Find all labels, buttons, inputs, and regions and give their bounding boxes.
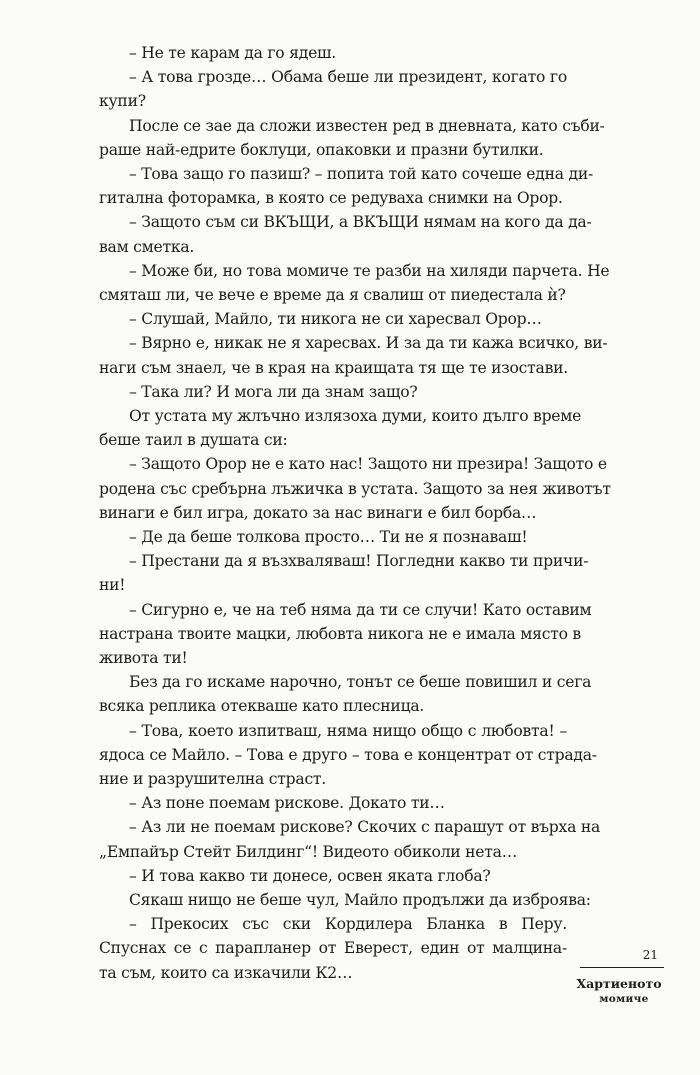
text-line: Спуснах се с парапланер от Еверест, един от малцина- [99,939,567,958]
text-line: – Сигурно е, че на теб няма да ти се случи! Като оставим [129,600,592,619]
text-line: вам сметка. [99,237,195,256]
text-line: – Това защо го пазиш? – попита той като сочеше една ди- [129,165,594,183]
text-line: ядоса се Майло. – Това е друго – това е концентрат от страда- [99,745,597,764]
footer-rule [580,967,664,968]
text-line: – Прекосих със ски Кордилера Бланка в Перу. [129,915,567,934]
text-line: беше таил в душата си: [99,431,288,450]
running-title: Хартиеното [576,976,662,991]
text-line: живота ти! [99,649,188,667]
text-line: ни! [99,576,126,595]
text-line: всяка реплика отекваше като плесница. [99,697,425,716]
text-line: – А това грозде… Обама беше ли президент, когато го [129,68,567,87]
text-line: – Не те карам да го ядеш. [129,44,336,62]
text-line: раше най-едрите боклуци, опаковки и празни бутилки. [99,140,544,159]
text-line: – Защото Орор не е като нас! Защото ни презира! Защото е [129,455,607,474]
text-line: – Може би, но това момиче те разби на хиляди парчета. Не [129,261,610,280]
text-line: купи? [99,92,146,111]
text-line: – Защото съм си ВКЪЩИ, а ВКЪЩИ нямам на кого да да- [129,213,592,232]
text-line: – И това какво ти донесе, освен яката глоба? [129,866,491,885]
text-line: смяташ ли, че вече е време да я свалиш от пиедестала ѝ? [99,286,566,304]
text-line: та съм, които са изкачили К2… [99,963,353,982]
text-line: Без да го искаме нарочно, тонът се беше повишил и сега [129,673,592,692]
running-subtitle: момиче [599,993,649,1005]
text-line: винаги е бил игра, докато за нас винаги е бил борба… [99,503,537,522]
page-footer [574,947,664,1006]
text-line: ние и разрушителна страст. [99,770,327,788]
text-line: – Така ли? И мога ли да знам защо? [129,382,418,401]
text-line: – Де да беше толкова просто… Ти не я познаваш! [129,528,528,546]
page-number: 21 [642,948,658,962]
text-line: – Това, което изпитваш, няма нищо общо с любовта! – [129,721,567,740]
text-line: родена със сребърна лъжичка в устата. Защото за нея животът [99,479,611,498]
text-line: После се зае да сложи известен ред в дневната, като съби- [129,116,605,135]
text-line: Сякаш нищо не беше чул, Майло продължи да изброява: [129,891,591,909]
text-line: – Вярно е, никак не я харесвах. И за да ти кажа всичко, ви- [129,334,608,353]
text-line: „Емпайър Стейт Билдинг“! Видеото обиколи нета… [99,842,518,861]
text-line: гитална фоторамка, в която се редуваха снимки на Орор. [99,189,563,208]
text-line: – Аз поне поемам рискове. Докато ти… [129,794,445,813]
text-line: От устата му жлъчно излязоха думи, които дълго време [129,407,582,425]
text-line: – Аз ли не поемам рискове? Скочих с парашут от върха на [129,818,601,837]
text-line: наги съм знаел, че в края на краищата тя ще те изостави. [99,358,568,377]
text-line: – Слушай, Майло, ти никога не си харесвал Орор… [129,310,542,329]
text-line: настрана твоите мацки, любовта никога не е имала място в [99,624,581,643]
text-line: – Престани да я възхваляваш! Погледни какво ти причи- [129,552,589,571]
